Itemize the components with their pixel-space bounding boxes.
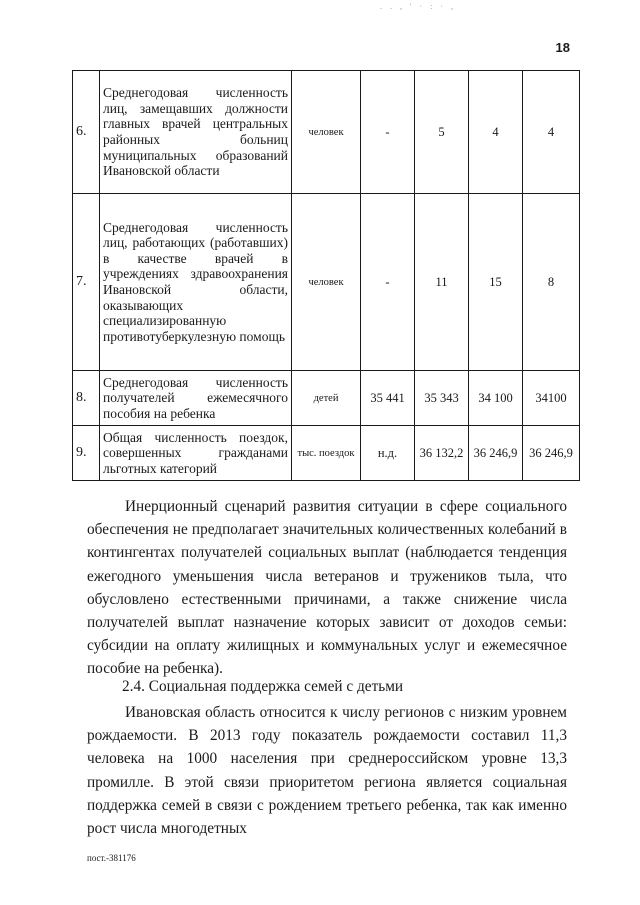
value-cell: 34100 — [523, 371, 580, 426]
value-cell: 5 — [415, 71, 469, 194]
unit-cell: детей — [292, 371, 361, 426]
value-cell: 8 — [523, 194, 580, 371]
indicator-name: Общая численность поездок, совершенных гражданами льготных категорий — [100, 426, 292, 481]
value-cell: 34 100 — [469, 371, 523, 426]
paragraph-inertia-scenario: Инерционный сценарий развития ситуации в сфере социального обеспечения не предполагает значительных количественных колебаний в контингентах получателей социальных выплат (наблюдается тенденция ежегодного уменьшения числа ветеранов и тружеников тыла, что обусловлено естественными причинами, а также снижение числа получателей выплат назначение которых зависит от доходов семьи: субсидии на оплату жилищных и коммунальных услуг и ежемесячное пособие на ребенка). — [87, 498, 567, 678]
value-cell: 35 441 — [361, 371, 415, 426]
unit-cell: человек — [292, 71, 361, 194]
row-number: 8. — [73, 371, 100, 426]
table-row — [73, 426, 580, 481]
value-cell: 36 246,9 — [469, 426, 523, 481]
indicator-name: Среднегодовая численность получателей ежемесячного пособия на ребенка — [100, 371, 292, 426]
indicators-table — [72, 70, 580, 481]
unit-cell: тыс. поездок — [292, 426, 361, 481]
scan-marks: . . , ' · : · , — [380, 2, 456, 11]
value-cell: 36 132,2 — [415, 426, 469, 481]
unit-cell: человек — [292, 194, 361, 371]
document-code: пост.-381176 — [87, 853, 136, 863]
value-cell: - — [361, 194, 415, 371]
indicator-name: Среднегодовая численность лиц, работающих (работавших) в качестве врачей в учреждениях здравоохранения Ивановской области, оказывающих специализированную противотуберкулезную помощь — [100, 194, 292, 371]
value-cell: 35 343 — [415, 371, 469, 426]
value-cell: 36 246,9 — [523, 426, 580, 481]
value-cell: 15 — [469, 194, 523, 371]
value-cell: 11 — [415, 194, 469, 371]
section-heading: 2.4. Социальная поддержка семей с детьми — [122, 678, 404, 695]
paragraph-birth-rate: Ивановская область относится к числу регионов с низким уровнем рождаемости. В 2013 году показатель рождаемости составил 11,3 человека на 1000 населения при среднероссийском уровне 13,3 промилле. В этой связи приоритетом региона является социальная поддержка семей в связи с рождением третьего ребенка, так как именно рост числа многодетных — [87, 704, 567, 838]
row-number: 7. — [73, 194, 100, 371]
row-number: 6. — [73, 71, 100, 194]
value-cell: 4 — [469, 71, 523, 194]
indicator-name: Среднегодовая численность лиц, замещавших должности главных врачей центральных районных больниц муниципальных образований Ивановской области — [100, 71, 292, 194]
value-cell: н.д. — [361, 426, 415, 481]
row-number: 9. — [73, 426, 100, 481]
value-cell: 4 — [523, 71, 580, 194]
value-cell: - — [361, 71, 415, 194]
page-number: 18 — [555, 40, 570, 55]
table-row — [73, 194, 580, 371]
table-row — [73, 371, 580, 426]
table-row — [73, 71, 580, 194]
